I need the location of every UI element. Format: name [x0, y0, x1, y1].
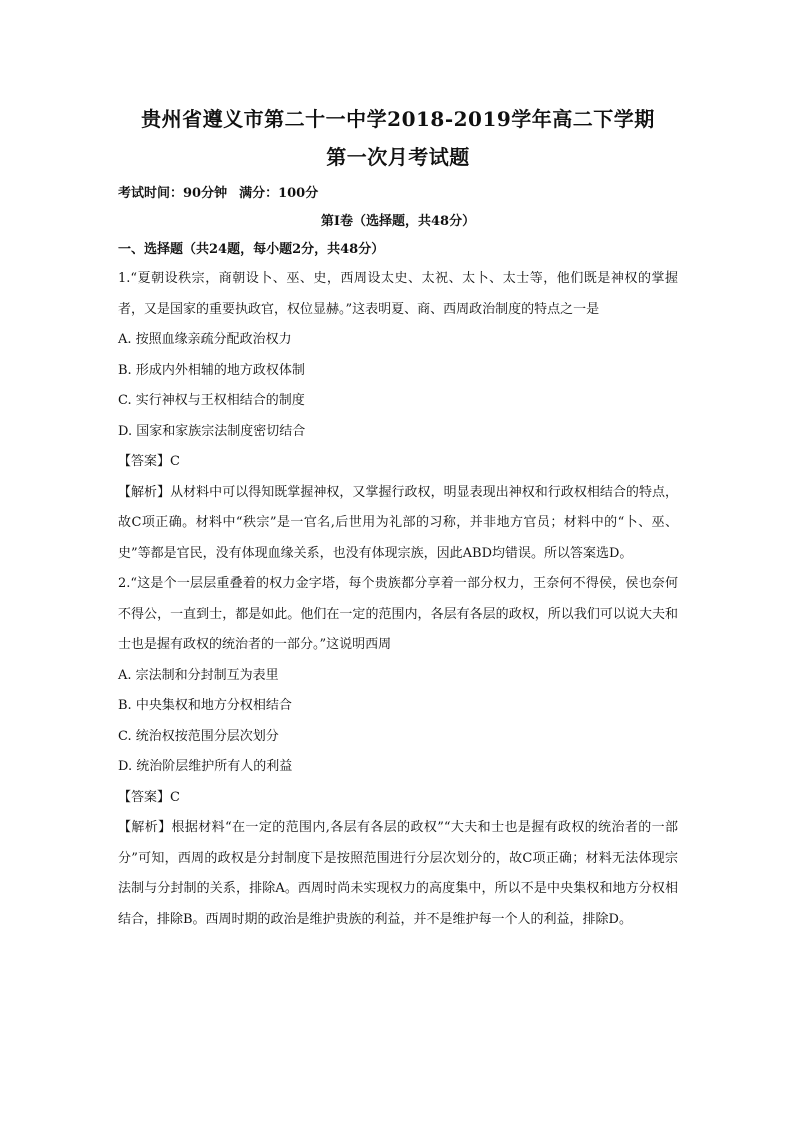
- question-1: [118, 264, 678, 569]
- option-d: D. 统治阶层维护所有人的利益: [118, 759, 293, 774]
- option-b: B. 中央集权和地方分权相结合: [118, 698, 292, 713]
- doc-title-line2: 第一次月考试题: [326, 145, 470, 169]
- doc-title-line1: 贵州省遵义市第二十一中学2018-2019学年高二下学期: [141, 107, 655, 131]
- option-c: C. 实行神权与王权相结合的制度: [118, 393, 305, 408]
- part-title: 第Ⅰ卷（选择题，共48分）: [320, 214, 476, 229]
- answer: 【答案】C: [118, 454, 180, 469]
- analysis: 【解析】从材料中可以得知既掌握神权，又掌握行政权，明显表现出神权和行政权相结合的特点，故C项正确。材料中“秩宗”是一官名,后世用为礼部的习称，并非地方官员；材料中的“卜、巫、史”等都是官民，没有体现血缘关系，也没有体现宗族，因此ABD均错误。所以答案选D。: [118, 484, 678, 561]
- exam-meta: [118, 180, 678, 208]
- question-stem: 1.“夏朝设秩宗，商朝设卜、巫、史，西周设太史、太祝、太卜、太士等，他们既是神权的掌握者，又是国家的重要执政官，权位显赫。”这表明夏、商、西周政治制度的特点之一是: [118, 271, 678, 317]
- analysis: 【解析】根据材料“在一定的范围内,各层有各层的政权”“大夫和士也是握有政权的统治者的一部分”可知，西周的政权是分封制度下是按照范围进行分层次划分的，故C项正确；材料无法体现宗法制与分封制的关系，排除A。西周时尚未实现权力的高度集中，所以不是中央集权和地方分权相结合，排除B。西周时期的政治是维护贵族的利益，并不是维护每一个人的利益，排除D。: [118, 820, 678, 927]
- exam-time: 考试时间：90分钟: [118, 186, 228, 201]
- exam-page: [118, 100, 678, 935]
- answer: 【答案】C: [118, 789, 180, 805]
- option-b: B. 形成内外相辅的地方政权体制: [118, 362, 305, 378]
- section-title: 一、选择题（共24题，每小题2分，共48分）: [118, 242, 385, 257]
- question-stem: 2.“这是个一层层重叠着的权力金字塔，每个贵族都分享着一部分权力，王奈何不得侯，侯也奈何不得公，一直到士，都是如此。他们在一定的范围内，各层有各层的政权，所以我们可以说大夫和士也是握有政权的统治者的一部分。”这说明西周: [118, 576, 678, 652]
- question-2: [118, 569, 678, 935]
- option-a: A. 宗法制和分封制互为表里: [118, 667, 279, 683]
- full-score: 满分：100分: [239, 186, 319, 201]
- option-c: C. 统治权按范围分层次划分: [118, 728, 279, 744]
- option-d: D. 国家和家族宗法制度密切结合: [118, 423, 306, 439]
- option-a: A. 按照血缘亲疏分配政治权力: [118, 332, 292, 347]
